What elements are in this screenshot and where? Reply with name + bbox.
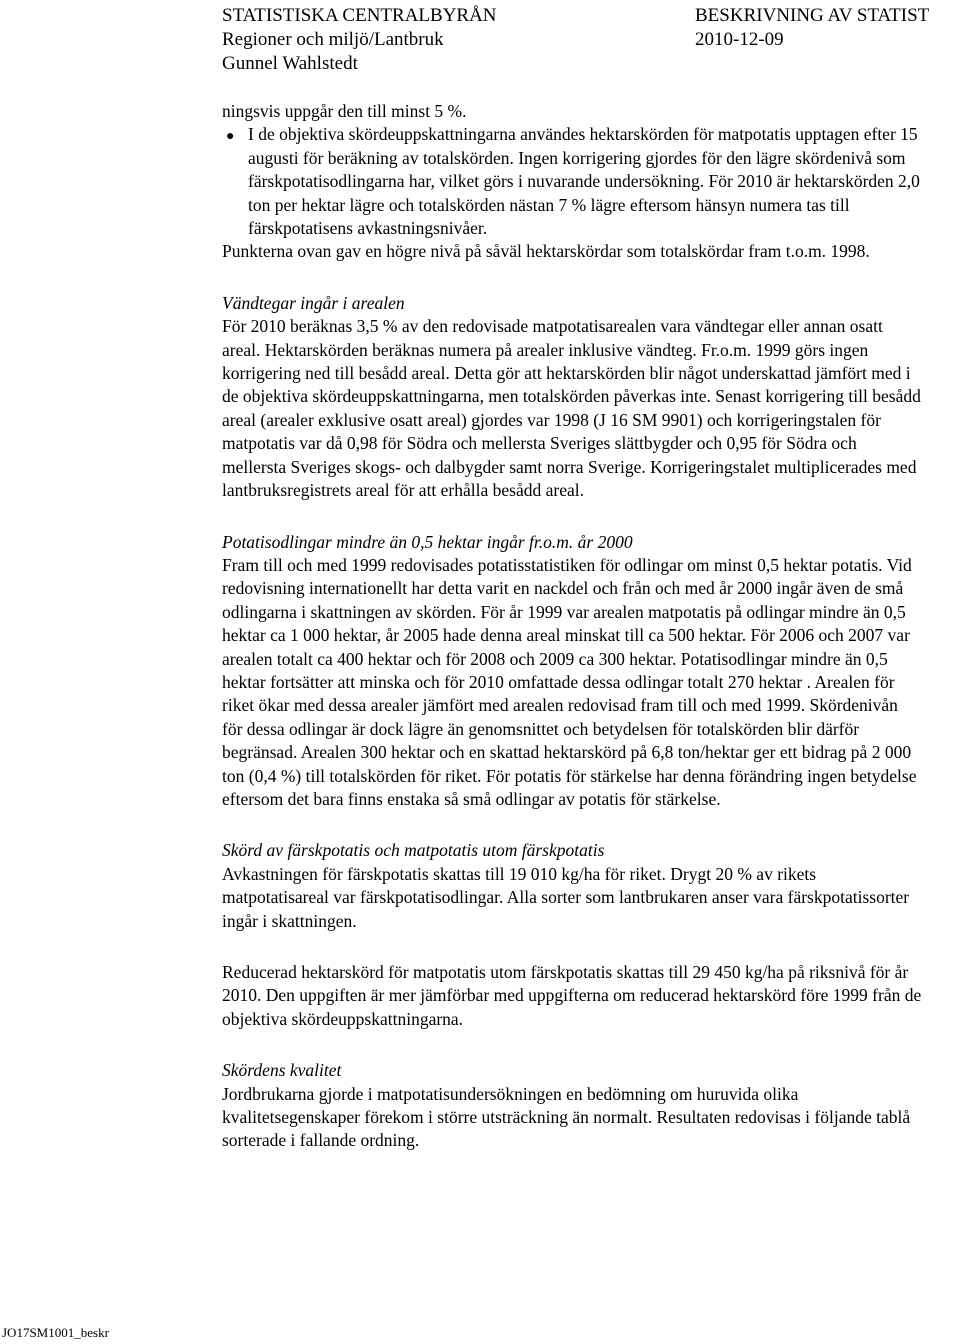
section-title-farskpotatis: Skörd av färskpotatis och matpotatis utom färskpotatis (222, 840, 605, 861)
author-name: Gunnel Wahlstedt (222, 53, 358, 74)
header-row-1 (222, 4, 960, 28)
document-date: 2010-12-09 (695, 29, 784, 50)
section-paragraph-kvalitet: Jordbrukarna gjorde i matpotatisundersökningen en bedömning om huruvida olika kvalitetsegenskaper förekom i större utsträckning än normalt. Resultaten redovisas i följande tablå sorterade i fallande ordning. (222, 1083, 911, 1151)
section-title-vandtegar: Vändtegar ingår i arealen (222, 292, 405, 313)
header-row-3 (222, 52, 960, 76)
document-body (222, 100, 922, 1153)
bullet-list (222, 123, 922, 240)
footer-file-code: JO17SM1001_beskr (2, 1325, 109, 1340)
section-paragraph-potatisodlingar: Fram till och med 1999 redovisades potatisstatistiken för odlingar om minst 0,5 hektar potatis. Vid redovisning internationellt har detta varit en nackdel och från och med år 2000 ingår även de små odlingarna i skattningen av skörden. För år 1999 var arealen matpotatis på odlingar mindre än 0,5 hektar ca 1 000 hektar, år 2005 hade denna areal minskat till ca 500 hektar. För 2006 och 2007 var arealen totalt ca 400 hektar och för 2008 och 2009 ca 300 hektar. Potatisodlingar mindre än 0,5 hektar fortsätter att minska och för 2010 omfattade dessa odlingar totalt 270 hektar . Arealen för riket ökar med dessa arealer jämfört med arealen redovisad fram till och med 1999. Skördenivån för dessa odlingar är dock lägre än genomsnittet och betydelsen för totalskörden blir därför begränsad. Arealen 300 hektar och en skattad hektarskörd på 6,8 ton/hektar ger ett bidrag på 2 000 ton (0,4 %) till totalskörden för riket. För potatis för stärkelse har denna förändring ingen betydelse eftersom det bara finns enstaka så små odlingar av potatis för stärkelse. (222, 554, 917, 809)
section-paragraph-farskpotatis-2: Reducerad hektarskörd för matpotatis utom färskpotatis skattas till 29 450 kg/ha på riksnivå för år 2010. Den uppgiften är mer jämförbar med uppgifterna om reducerad hektarskörd före 1999 från de objektiva skördeuppskattningarna. (222, 962, 922, 1029)
intro-summary: Punkterna ovan gav en högre nivå på såväl hektarskördar som totalskördar fram t.o.m. 1998. (222, 241, 870, 262)
bullet-item: I de objektiva skördeuppskattningarna användes hektarskörden för matpotatis upptagen efter 15 augusti för beräkning av totalskörden. Ingen korrigering gjordes för den lägre skördenivå som färskpotatisodlingarna har, vilket görs i nuvarande undersökning. För 2010 är hektarskörden 2,0 ton per hektar lägre och totalskörden nästan 7 % lägre eftersom hänsyn numera tas till färskpotatisens avkastningsnivåer. (248, 124, 920, 239)
organization-name: STATISTISKA CENTRALBYRÅN (222, 5, 497, 26)
section-paragraph-farskpotatis-1: Avkastningen för färskpotatis skattas till 19 010 kg/ha för riket. Drygt 20 % av rikets matpotatisareal var färskpotatisodlingar. Alla sorter som lantbrukaren anser vara färskpotatissorter ingår i skattningen. (222, 863, 910, 931)
page-header (222, 4, 960, 76)
intro-continuation: ningsvis uppgår den till minst 5 %. (222, 101, 467, 121)
header-row-2 (222, 28, 960, 52)
section-title-kvalitet: Skördens kvalitet (222, 1060, 342, 1081)
section-title-potatisodlingar: Potatisodlingar mindre än 0,5 hektar ingår fr.o.m. år 2000 (222, 531, 633, 552)
document-type: BESKRIVNING AV STATIST (695, 5, 930, 26)
section-paragraph-vandtegar: För 2010 beräknas 3,5 % av den redovisade matpotatisarealen vara vändtegar eller annan osatt areal. Hektarskörden beräknas numera på arealer inklusive vändteg. Fr.o.m. 1999 görs ingen korrigering ned till besådd areal. Detta gör att hektarskörden blir något underskattad jämfört med i de objektiva skördeuppskattningarna, men totalskörden påverkas inte. Senast korrigering till besådd areal (arealer exklusive osatt areal) gjordes var 1998 (J 16 SM 9901) och korrigeringstalen för matpotatis var då 0,98 för Södra och mellersta Sveriges slättbygder och 0,95 för Södra och mellersta Sveriges skogs- och dalbygder samt norra Sverige. Korrigeringstalet multiplicerades med lantbruksregistrets areal för att erhålla besådd areal. (222, 316, 921, 501)
department-name: Regioner och miljö/Lantbruk (222, 29, 444, 50)
bullet-point-icon: ● (226, 129, 235, 145)
